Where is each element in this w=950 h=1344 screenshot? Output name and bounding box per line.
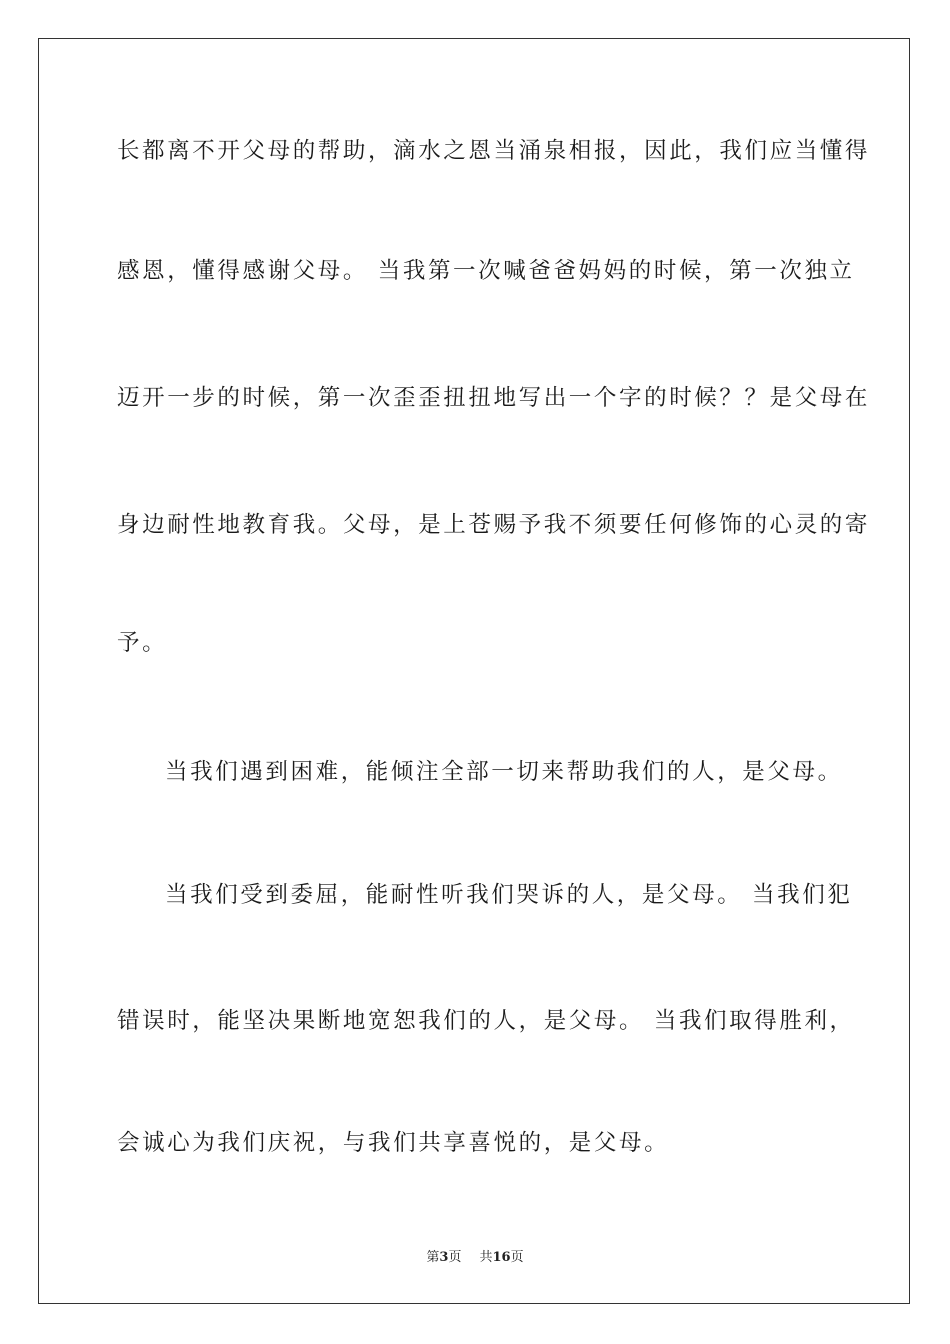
paragraph-line-1: 长都离不开父母的帮助，滴水之恩当涌泉相报，因此，我们应当懂得 [117,138,871,164]
paragraph-line-3: 迈开一步的时候，第一次歪歪扭扭地写出一个字的时候？？是父母在 [117,385,871,411]
paragraph-line-7: 当我们受到委屈，能耐性听我们哭诉的人，是父母。 当我们犯 [165,882,853,908]
page-prefix: 第 [426,1250,440,1265]
page-footer [0,1246,950,1265]
total-prefix: 共 [479,1250,493,1265]
page-frame [38,38,910,1304]
paragraph-line-4: 身边耐性地教育我。父母，是上苍赐予我不须要任何修饰的心灵的寄 [117,512,871,538]
paragraph-line-2: 感恩，懂得感谢父母。 当我第一次喊爸爸妈妈的时候，第一次独立 [117,258,855,284]
page-suffix: 页 [448,1250,462,1265]
total-pages: 16 [492,1250,511,1265]
page-number: 3 [439,1250,449,1265]
paragraph-line-6: 当我们遇到困难，能倾注全部一切来帮助我们的人，是父母。 [165,759,843,785]
paragraph-line-5: 予。 [117,630,168,656]
total-suffix: 页 [510,1250,524,1265]
paragraph-line-9: 会诚心为我们庆祝，与我们共享喜悦的，是父母。 [117,1130,670,1156]
paragraph-line-8: 错误时，能坚决果断地宽恕我们的人，是父母。 当我们取得胜利， [117,1008,855,1034]
